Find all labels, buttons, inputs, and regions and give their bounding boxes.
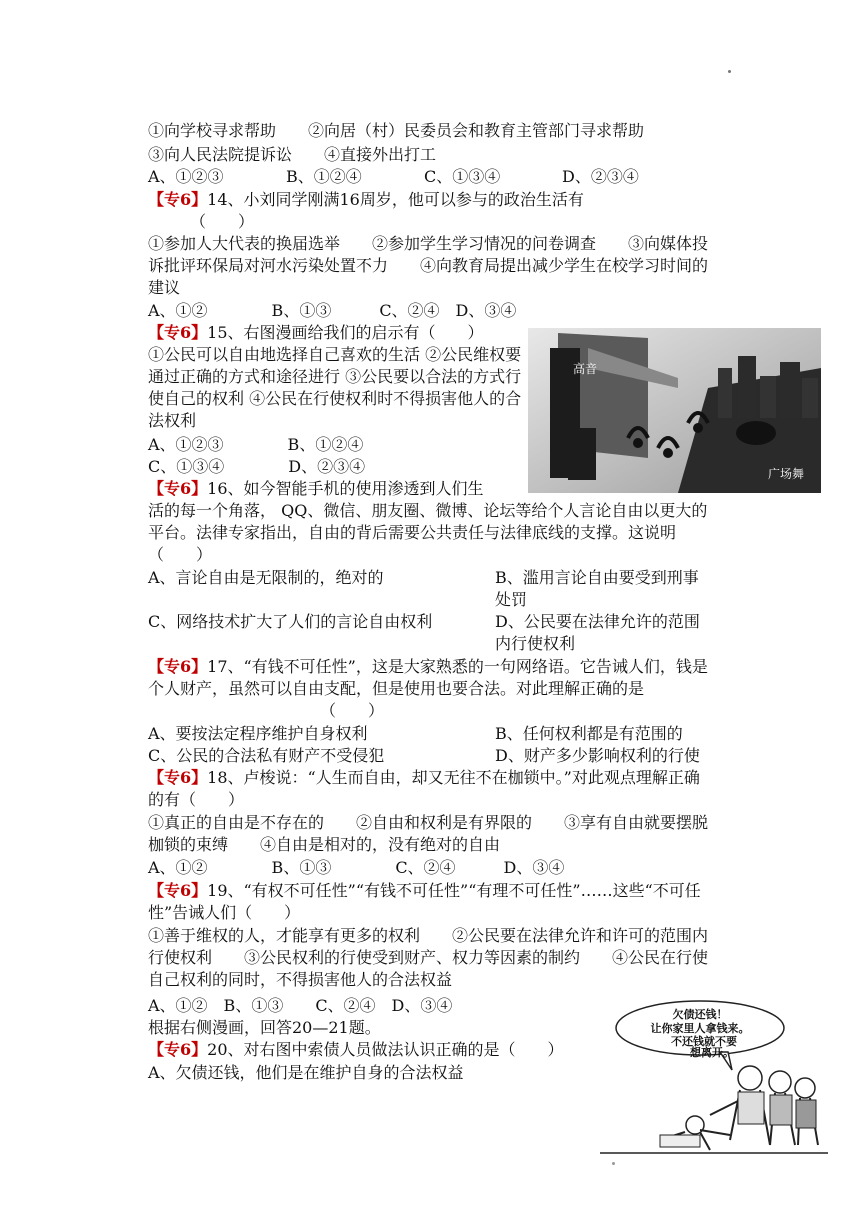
q15-tag: 【专6】 [148,323,208,342]
q16-text: 16、如今智能手机的使用渗透到人们生 [207,479,484,498]
q19-options: A、①② B、①③ C、②④ D、③④ [148,996,453,1015]
q14-tag: 【专6】 [148,190,208,209]
q17-stem [148,656,713,700]
q18-stem [148,767,713,811]
q13-choice-d: D、②③④ [562,167,639,186]
q17-option-c: C、公民的合法私有财产不受侵犯 [148,746,385,765]
q16-tag: 【专6】 [148,479,208,498]
q18-options: A、①② B、①③ C、②④ D、③④ [148,858,565,877]
q19-tag: 【专6】 [148,881,208,900]
q14-options: A、①② B、①③ C、②④ D、③④ [148,301,517,320]
q19-stem [148,880,713,924]
cartoon1-label: 高音 [573,362,598,376]
q14-body: ①参加人大代表的换届选举 ②参加学生学习情况的问卷调查 ③向媒体投诉批评环保局对河水污染处置不力 ④向教育局提出减少学生在校学习时间的建议 [148,234,709,297]
q17-option-a: A、要按法定程序维护自身权利 [148,724,368,743]
cartoon-square-dance-illustration [528,328,821,493]
q14-text: 14、小刘同学刚满16周岁，他可以参与的政治生活有 [207,190,584,209]
svg-text:欠债还钱！: 欠债还钱！ [672,1008,728,1021]
page-mark [728,70,731,73]
q16-option-c: C、网络技术扩大了人们的言论自由权利 [148,612,433,631]
q17-tag: 【专6】 [148,657,208,676]
q17-option-d: D、财产多少影响权利的行使 [495,746,700,765]
q17-option-b: B、任何权利都是有范围的 [495,724,683,743]
cartoon-intro: 根据右侧漫画，回答20—21题。 [148,1018,381,1037]
q14-paren: （ ） [190,212,255,231]
q13-options-line1: ①向学校寻求帮助 ②向居（村）民委员会和教育主管部门寻求帮助 [148,121,645,140]
q20-stem [148,1039,564,1061]
q17-paren: （ ） [320,701,385,720]
q13-options-line2: ③向人民法院提诉讼 ④直接外出打工 [148,145,437,164]
svg-text:想离开。: 想离开。 [690,1046,734,1059]
q20-tag: 【专6】 [148,1040,208,1059]
cartoon-square-dance [528,328,821,493]
q15-text: 15、右图漫画给我们的启示有（ ） [207,323,484,342]
cartoon-debt-collectors-illustration [600,1000,828,1157]
q15-options-ab: A、①②③ B、①②④ [148,435,364,454]
q16-option-d: D、公民要在法律允许的范围内行使权利 [495,612,700,653]
q15-stem [148,322,484,344]
q19-text: 19、“有权不可任性”“有钱不可任性”“有理不可任性”……这些“不可任性”告诫人们（ ） [148,881,701,922]
q15-options-cd: C、①③④ D、②③④ [148,457,366,476]
q16-option-b: B、滥用言论自由要受到刑事处罚 [495,568,699,609]
q19-statements: ①善于维权的人，才能享有更多的权利 ②公民要在法律允许和许可的范围内行使权利 ③公民权利的行使受到财产、权力等因素的制约 ④公民在行使自己权利的同时，不得损害他人的合法权益 [148,926,709,989]
page-mark-bottom [612,1162,615,1165]
q18-text: 18、卢梭说：“人生而自由，却又无往不在枷锁中。”对此观点理解正确的有（ ） [148,768,700,809]
q15-body: ①公民可以自由地选择自己喜欢的生活 ②公民维权要通过正确的方式和途径进行 ③公民要以合法的方式行使自己的权利 ④公民在行使权利时不得损害他人的合法权利 [148,345,522,430]
q20-option-a: A、欠债还钱，他们是在维护自身的合法权益 [148,1063,464,1082]
svg-text:广场舞: 广场舞 [768,467,805,481]
q17-text: 17、“有钱不可任性”，这是大家熟悉的一句网络语。它告诫人们，钱是个人财产，虽然可以自由支配，但是使用也要合法。对此理解正确的是 [148,657,708,698]
q13-choice-a: A、①②③ [148,167,224,186]
q16-option-a: A、言论自由是无限制的，绝对的 [148,568,384,587]
q13-choice-c: C、①③④ [424,167,501,186]
q14-stem [148,189,584,211]
q20-text: 20、对右图中索债人员做法认识正确的是（ ） [207,1040,564,1059]
q18-statements: ①真正的自由是不存在的 ②自由和权利是有界限的 ③享有自由就要摆脱枷锁的束缚 ④自由是相对的，没有绝对的自由 [148,813,709,854]
svg-text:让你家里人拿钱来。: 让你家里人拿钱来。 [650,1022,750,1035]
q16-body: 活的每一个角落， QQ、微信、朋友圈、微博、论坛等给个人言论自由以更大的平台。法律专家指出，自由的背后需要公共责任与法律底线的支撑。这说明 （ ） [148,501,741,564]
cartoon-debt-collectors [600,1000,828,1157]
q16-stem [148,478,484,500]
svg-text:不还钱就不要: 不还钱就不要 [671,1035,737,1048]
q13-choice-b: B、①②④ [286,167,362,186]
q18-tag: 【专6】 [148,768,208,787]
q13-choices [148,166,639,188]
